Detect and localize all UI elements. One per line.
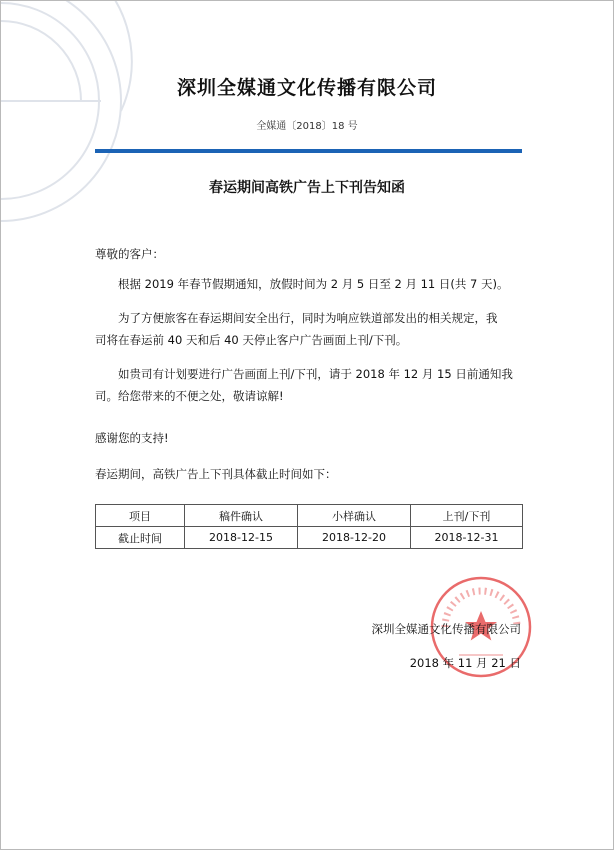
document-number: 全媒通〔2018〕18 号 xyxy=(256,121,358,132)
salutation: 尊敬的客户： xyxy=(95,247,164,261)
table-header-row xyxy=(96,505,523,527)
header-divider xyxy=(95,149,522,153)
table-row xyxy=(96,527,523,549)
signature-date: 2018 年 11 月 21 日 xyxy=(409,656,521,670)
paragraph-holiday: 根据 2019 年春节假期通知，放假时间为 2 月 5 日至 2 月 11 日(共 7 天)。 xyxy=(118,277,509,291)
signature-company: 深圳全媒通文化传播有限公司 xyxy=(371,622,521,636)
paragraph-policy xyxy=(95,307,523,351)
paragraph-policy-line1: 为了方便旅客在春运期间安全出行，同时为响应铁道部发出的相关规定，我 xyxy=(118,311,498,325)
table-header-cell: 上刊/下刊 xyxy=(411,505,523,527)
table-cell: 2018-12-15 xyxy=(185,527,298,549)
paragraph-policy-line2: 司将在春运前 40 天和后 40 天停止客户广告画面上刊/下刊。 xyxy=(95,333,408,347)
paragraph-request-line1: 如贵司有计划要进行广告画面上刊/下刊，请于 2018 年 12 月 15 日前通知我 xyxy=(118,367,513,381)
paragraph-request xyxy=(95,363,523,407)
notice-title: 春运期间高铁广告上下刊告知函 xyxy=(209,180,405,196)
thanks-line: 感谢您的支持! xyxy=(95,431,169,445)
table-cell: 2018-12-20 xyxy=(298,527,411,549)
table-intro: 春运期间，高铁广告上下刊具体截止时间如下： xyxy=(95,467,337,481)
table-header-cell: 稿件确认 xyxy=(185,505,298,527)
table-header-cell: 小样确认 xyxy=(298,505,411,527)
table-header-cell: 项目 xyxy=(96,505,185,527)
company-title: 深圳全媒通文化传播有限公司 xyxy=(176,77,437,99)
deadline-table xyxy=(95,504,523,549)
table-cell: 2018-12-31 xyxy=(411,527,523,549)
paragraph-request-line2: 司。给您带来的不便之处，敬请谅解! xyxy=(95,389,284,403)
table-cell: 截止时间 xyxy=(96,527,185,549)
